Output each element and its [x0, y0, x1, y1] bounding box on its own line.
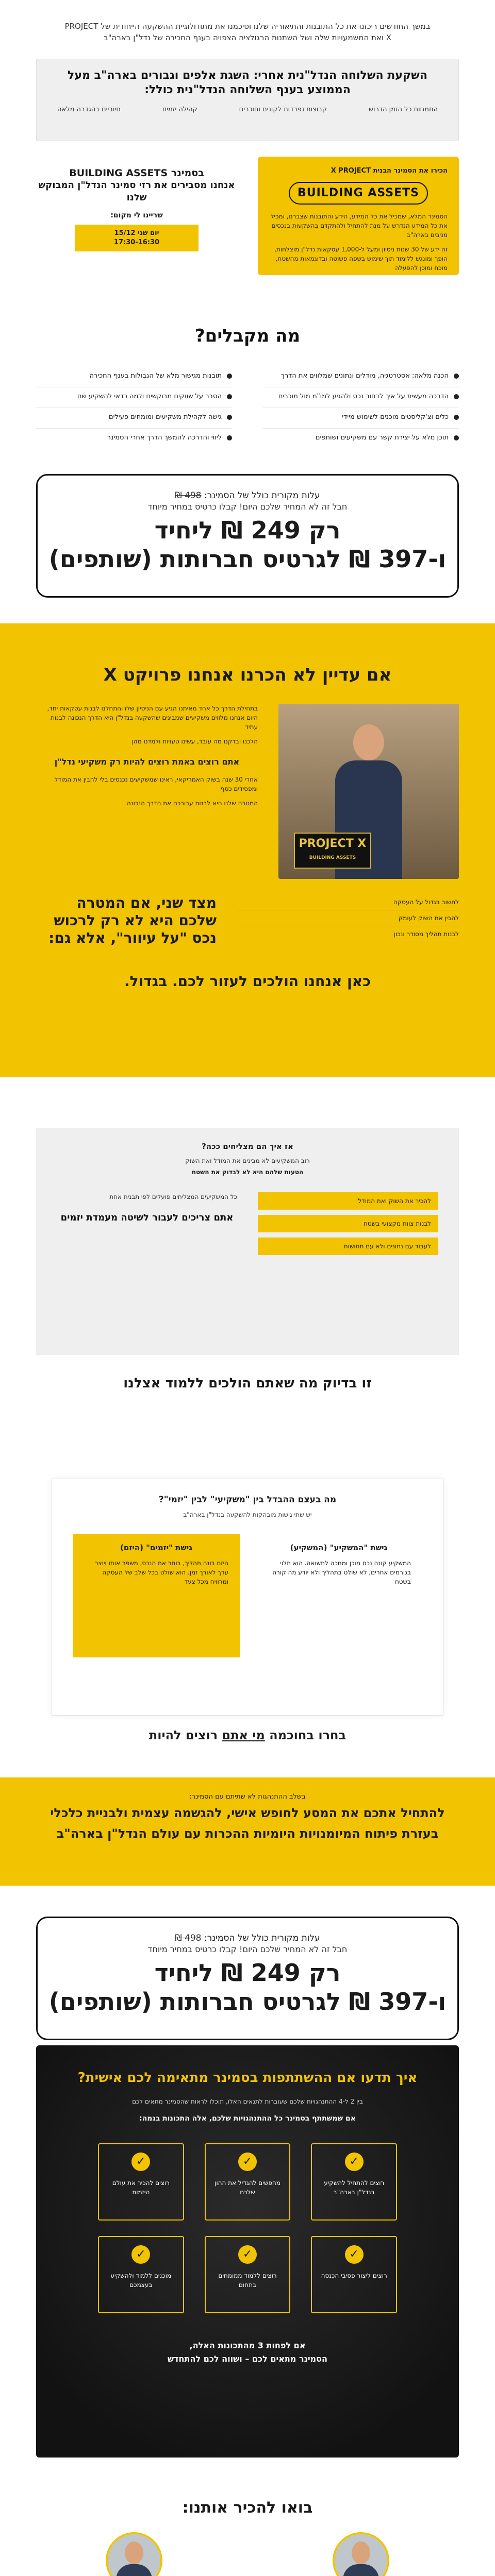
about-paragraph: אחרי 30 שנה בשוק האמריקאי, ראינו שמשקיעים נכנסים בלי להבין את המודל ומפסידים כסף — [54, 776, 258, 792]
cta-line-1: להתחיל אתכם את המסע לחופש אישי, להגשמה עצמית ולבניית כלכלי — [50, 1806, 445, 1820]
check-icon: ✓ — [238, 2153, 257, 2171]
check-icon: ✓ — [131, 2245, 150, 2264]
hero-row — [36, 157, 459, 275]
fit-card-text: רוצים ללמוד ממומחים בתחום — [218, 2272, 277, 2289]
method-subtext-bold: הטעות שלהם היא לא לבדוק את השטח — [191, 1168, 304, 1176]
hero-intro: במשך החודשים ריכזנו את כל התובנות והתיאוריה שלנו וסיכמנו את מתודולוגיית ההשקעה הייחודית של PROJECT X ואת המשמעויות שלה ושל השתנות הרגולציה הצפויה בענף החכירה של נדל"ן בארה"ב — [64, 22, 431, 42]
fit-card-text: מוכנים ללמוד ולהשקיע בעצמכם — [110, 2272, 172, 2289]
check-icon: ✓ — [131, 2153, 150, 2171]
fit-intro-bold: אם שמשתתף בסמינר כל ההתנהגויות שלכם, אלה התכונות בגמה: — [139, 2114, 356, 2123]
avatar — [333, 2532, 389, 2576]
benefit-item — [36, 387, 232, 408]
check-icon: ✓ — [345, 2245, 364, 2264]
price-note: חבל זה לא המחיר שלכם היום! קבלו כרטיס במחיר מיוחד — [147, 1944, 348, 1954]
about-statement: מצד שני, אם המטרה שלכם היא לא רק לרכוש נכס "על עיוור", אלא גם: — [48, 894, 217, 946]
benefit-item — [263, 408, 459, 429]
method-question: אז איך הם מצליחים ככה? — [202, 1142, 293, 1151]
method-item: לעבוד עם נתונים ולא עם תחושות — [258, 1238, 438, 1255]
benefit-item — [36, 367, 232, 387]
project-x-logo: PROJECT X BUILDING ASSETS — [294, 833, 371, 869]
bullet-icon — [454, 415, 459, 420]
choose-wisely: בחרו בחוכמה מי אתם רוצים להיות — [148, 1728, 346, 1742]
fit-box — [36, 2045, 459, 2458]
bullet-icon — [227, 415, 232, 420]
price-partners: ו-397 ₪ לגרטיס חברותות (שותפים) — [48, 545, 447, 573]
feature-item: חיוביים בהגדרה מלאה — [57, 106, 121, 113]
hero-section — [0, 0, 495, 299]
method-bottom-line: זו בדיוק מה שאתם הולכים ללמוד אצלנו — [123, 1376, 372, 1391]
method-item: לבנות צוות מקצועי בשטח — [258, 1215, 438, 1232]
method-left — [57, 1192, 237, 1260]
benefit-text: כלים וצ'קליסטים מוכנים לשימוש מיידי — [342, 413, 449, 421]
feature-item: התמחות כל הזמן הדרוש — [368, 106, 438, 113]
about-title: אם עדיין לא הכרנו אנחנו פרויקט X — [103, 665, 392, 685]
method-columns — [57, 1192, 438, 1260]
original-price: עלות מקורית כולל של הסמינר: 498 ₪ — [175, 1933, 320, 1943]
hero-feature-list — [57, 106, 438, 113]
benefit-item — [263, 367, 459, 387]
bullet-icon — [454, 374, 459, 379]
price-single: רק 249 ₪ ליחיד — [154, 516, 341, 544]
cta-section — [0, 1777, 495, 1886]
fit-grid — [98, 2143, 397, 2313]
method-subtext: רוב המשקיעים לא מבינים את המודל ואת השוק — [185, 1157, 310, 1164]
original-price-value: 498 ₪ — [175, 1933, 202, 1943]
fit-outcome-line-1: אם לפחות 3 מהתכונות האלה, — [189, 2341, 306, 2350]
entrepreneur-text: היזם בונה תהליך, בוחר את הנכס, משפר אותו ויוצר ערך לאורך זמן. הוא שולט בכל שלב של העסקה ומרוויח מכל צעד — [94, 1560, 228, 1585]
seminar-date-button[interactable] — [75, 225, 199, 251]
about-section — [0, 623, 495, 1077]
compare-subtitle: יש שתי גישות מובהקות להשקעה בנדל"ן בארה"ב — [183, 1511, 312, 1518]
fit-card-text: רוצים להכיר את עולם היזמות — [112, 2179, 170, 2196]
price-card[interactable] — [36, 474, 459, 598]
hero-box-title: השקעת השלוחה הנדל"נית אחרי: השגת אלפים וגבורים בארה"ב מעל הממוצע בענף השלוחה הנדל"נית כולל: — [68, 69, 427, 96]
avatar — [106, 2532, 162, 2576]
about-tagline: כאן אנחנו הולכים לעזור לכם. בגדול. — [124, 973, 371, 990]
about-list-item: להבין את השוק לעומק — [237, 910, 459, 926]
bullet-icon — [227, 435, 232, 440]
benefits-col-left — [36, 367, 232, 449]
benefit-text: ליווי והדרכה להמשך הדרך אחרי הסמינר — [107, 434, 222, 442]
original-price: עלות מקורית כולל של הסמינר: 498 ₪ — [175, 490, 320, 501]
benefits-grid — [36, 367, 459, 449]
method-section — [0, 1077, 495, 1479]
seminar-info — [36, 157, 237, 275]
benefits-col-right — [263, 367, 459, 449]
about-subheading: אתם רוצים באמת רוצים להיות רק משקיעי נדל"ן — [54, 757, 240, 767]
benefits-section — [0, 299, 495, 469]
about-paragraph: המטרה שלנו היא לבנות עבורכם את הדרך הנכונה — [127, 800, 258, 807]
compare-box — [52, 1479, 443, 1716]
bullet-icon — [227, 394, 232, 399]
entrepreneur-title: גישת "יזמים" (היזם) — [120, 1543, 192, 1552]
price-card-2[interactable] — [36, 1917, 459, 2040]
seminar-time: 17:30-16:30 — [113, 239, 160, 246]
fit-title: איך תדעו אם ההשתתפות בסמינר מתאימה לכם אישית? — [77, 2070, 418, 2086]
method-left-text: כל המשקיעים המצליחים פועלים לפי תבנית אחת — [109, 1193, 237, 1200]
investor-approach — [255, 1534, 422, 1657]
price-note: חבל זה לא המחיר שלכם היום! קבלו כרטיס במחיר מיוחד — [147, 502, 348, 512]
entrepreneur-approach — [73, 1534, 240, 1657]
benefit-text: תוכן מלא על יצירת קשר עם משקיעים ושותפים — [315, 434, 449, 442]
price-single: רק 249 ₪ ליחיד — [154, 1959, 341, 1987]
fit-card — [205, 2143, 291, 2221]
team-title: בואו להכיר אותנו: — [182, 2499, 313, 2517]
team-member-card — [36, 2532, 232, 2576]
card-description: הסמינר המלא, שמכיל את כל המידע, הידע והתובנות שצברנו, ומכיל את כל המידע הנדרש על מנת להתחיל ולהתקדם בהשקעות בנכסים מניבים בארה"ב — [270, 213, 448, 239]
seminar-title: בסמינר BUILDING ASSETS — [69, 167, 204, 179]
cta-kicker: בשלב ההתנהגות לא שתיתם עם הסמינר: — [189, 1793, 306, 1801]
feature-item: קבוצות נפרדות לקונים וחוכרים — [239, 106, 327, 113]
about-paragraph: הלכנו ובדקנו מה עובד, עשינו טעויות ולמדנו מהן — [131, 738, 258, 745]
benefit-item — [36, 429, 232, 449]
method-items — [258, 1192, 438, 1260]
fit-card — [98, 2143, 184, 2221]
about-paragraph: בתחילת הדרך כל אחד מאיתנו הגיע עם הניסיון שלו והתחלנו לבנות עסקאות יחד, היום אנחנו מלווים משקיעים שמבינים שהשקעה בנדל"ן היא הדרך הנכונה לבנות עתיד — [47, 705, 258, 731]
price-section — [0, 469, 495, 623]
cta-line-2: בעזרת פיתוח המיומנויות היומיות ההכרות עם עולם הנדל"ן בארה"ב — [56, 1826, 439, 1841]
bullet-icon — [454, 394, 459, 399]
fit-card — [311, 2143, 397, 2221]
benefit-text: גישה לקהילת משקיעים ומומחים פעילים — [108, 413, 222, 421]
investor-title: גישת "המשקיע" (המשקיע) — [290, 1543, 388, 1552]
method-left-heading: אתם צריכים לעבור לשיטה מעמדת יזמים — [60, 1212, 234, 1223]
fit-card — [311, 2236, 397, 2313]
seminar-subtitle: אנחנו מסבירים את רזי סמינר הנדל"ן המבוקש שלנו — [38, 180, 235, 203]
building-assets-card — [258, 157, 459, 275]
card-description-2: זה ידע של 30 שנות ניסיון ומעל ל-1,000 עסקאות נדל"ן מוצלחות, הופך ומונגש ללימוד תוך שימוש בשפה פשוטה ובדוגמאות מהשטח, מוכח ומוכן להפעלה — [274, 246, 448, 272]
bullet-icon — [454, 435, 459, 440]
fit-card — [205, 2236, 291, 2313]
hero-feature-box — [36, 59, 459, 141]
benefit-item — [36, 408, 232, 429]
benefit-text: הסבר על שווקים מבוקשים ולמה כדאי להשקיע שם — [77, 393, 222, 400]
compare-columns — [73, 1534, 422, 1657]
founder-photo — [278, 704, 459, 879]
seminar-date: יום שני 15/12 — [114, 229, 159, 237]
price-partners: ו-397 ₪ לגרטיס חברותות (שותפים) — [48, 1988, 447, 2015]
compare-section — [0, 1479, 495, 1777]
team-row — [36, 2532, 459, 2576]
price-section-2 — [0, 1886, 495, 2045]
benefit-item — [263, 387, 459, 408]
investor-text: המשקיע קונה נכס מוכן ומחכה לתשואה. הוא תלוי בגורמים אחרים, לא שולט בתהליך ולא יודע מה קורה בשטח — [272, 1560, 411, 1585]
check-icon: ✓ — [345, 2153, 364, 2171]
fit-card-text: רוצים ליצור פסיבי הכנסה — [321, 2272, 387, 2279]
fit-outcome-line-2: הסמינר מתאים לכם – ושווה לכם להתחדש — [168, 2354, 327, 2364]
compare-title: מה בעצם ההבדל בין "משקיעי" לבין "יזמי"? — [158, 1495, 337, 1505]
fit-intro: בין 2 ל-4 ההתנהגויות שלכם שעוברות לתנאים האלו, תוכלו לראות שהסמינר מתאים לכם — [132, 2098, 363, 2105]
building-assets-badge: BUILDING ASSETS — [289, 182, 428, 205]
register-label: שריינו לי מקום: — [110, 211, 163, 219]
about-row-2 — [36, 894, 459, 947]
benefit-text: תובנות מגישור מלא של הגבולות בענף החכירה — [89, 372, 222, 380]
benefits-title: מה מקבלים? — [194, 326, 301, 346]
method-item: להכיר את השוק ואת המודל — [258, 1192, 438, 1210]
benefit-text: הדרכה מעשית על איך לבחור נכס ולהגיע למו"מ מול מוכרים — [278, 393, 449, 400]
about-list — [237, 894, 459, 947]
check-icon: ✓ — [238, 2245, 257, 2264]
bullet-icon — [227, 374, 232, 379]
method-box — [36, 1128, 459, 1355]
benefit-text: הכנה מלאה: אסטרטגיה, מודלים ונתונים שמלווים את הדרך — [280, 372, 449, 380]
fit-card-text: מחפשים להגדיל את ההון שלכם — [214, 2179, 280, 2196]
fit-card — [98, 2236, 184, 2313]
card-kicker: הכירו את הסמינר הבנית X PROJECT — [331, 167, 448, 175]
feature-item: קהילה יזמית — [162, 106, 197, 113]
team-member-card — [263, 2532, 459, 2576]
about-list-item: לבנות תהליך מסודר ונכון — [237, 926, 459, 942]
about-list-item: לחשוב בגדול על העסקה — [237, 894, 459, 910]
benefit-item — [263, 429, 459, 449]
fit-card-text: רוצים להתחיל להשקיע בנדל"ן בארה"ב — [324, 2179, 385, 2196]
original-price-value: 498 ₪ — [175, 490, 202, 501]
fit-section — [0, 2045, 495, 2499]
fit-outcome — [67, 2339, 428, 2366]
about-row — [36, 704, 459, 879]
about-text — [36, 704, 258, 879]
